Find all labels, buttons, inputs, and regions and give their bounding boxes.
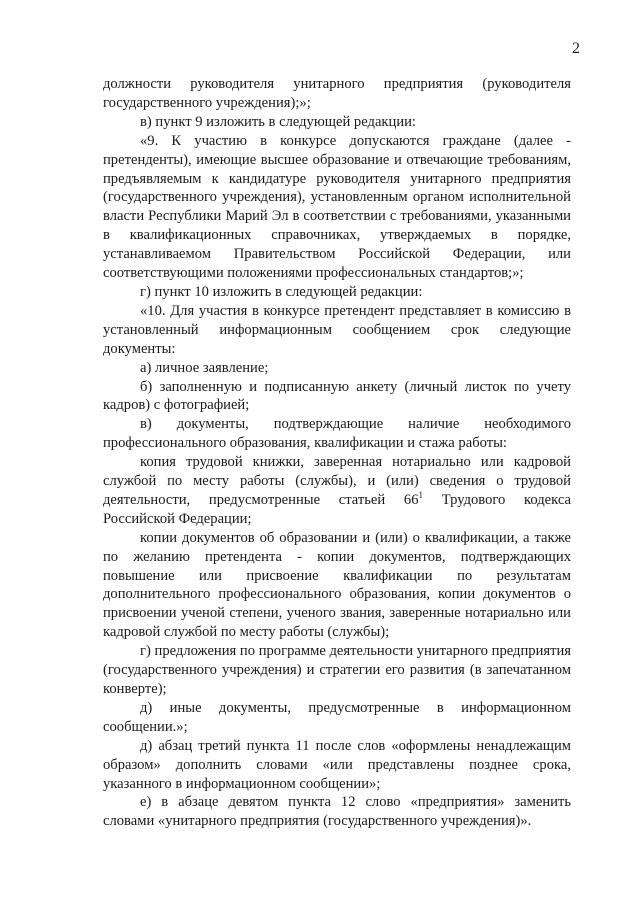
paragraph: «9. К участию в конкурсе допускаются граждане (далее - претенденты), имеющие высшее образование и отвечающие требованиям, предъявляемым к кандидатуре руководителя унитарного предприятия (государственного учреждения), установленным органом исполнительной власти Республики Марий Эл в соответствии с требованиями, указанными в квалификационных справочниках, утверждаемых в порядке, устанавливаемом Правительством Российской Федерации, или соответствующими положениями профессиональных стандартов;»; [103, 132, 571, 282]
document-body [103, 75, 571, 831]
paragraph: в) документы, подтверждающие наличие необходимого профессионального образования, квалификации и стажа работы: [103, 416, 571, 452]
paragraph: б) заполненную и подписанную анкету (личный листок по учету кадров) с фотографией; [103, 378, 571, 414]
paragraph: г) пункт 10 изложить в следующей редакции: [140, 283, 423, 300]
paragraph-text: копия трудовой книжки, заверенная нотариально или кадровой службой по месту работы (службы), и (или) сведения о трудовой деятельности, предусмотренные статьей 66 [103, 454, 571, 508]
paragraph: копии документов об образовании и (или) о квалификации, а также по желанию претендента - копии документов, подтверждающих повышение или присвоение квалификации по результатам дополнительного профессионального образования, копии документов о присвоении ученой степени, ученого звания, заверенные нотариально или кадровой службой по месту работы (службы); [103, 529, 571, 641]
superscript: 1 [418, 489, 424, 500]
paragraph-text: Трудового кодекса Российской Федерации; [103, 491, 571, 527]
paragraph: е) в абзаце девятом пункта 12 слово «предприятия» заменить словами «унитарного предприятия (государственного учреждения)». [103, 794, 571, 830]
paragraph: «10. Для участия в конкурсе претендент представляет в комиссию в установленный информационным сообщением срок следующие документы: [103, 302, 571, 357]
page-number: 2 [572, 40, 580, 57]
paragraph: должности руководителя унитарного предприятия (руководителя государственного учреждения);»; [103, 76, 571, 111]
paragraph: в) пункт 9 изложить в следующей редакции: [140, 113, 416, 130]
paragraph: г) предложения по программе деятельности унитарного предприятия (государственного учреждения) и стратегии его развития (в запечатанном конверте); [103, 643, 571, 697]
paragraph: д) иные документы, предусмотренные в информационном сообщении.»; [103, 699, 571, 735]
paragraph [103, 453, 571, 529]
paragraph: д) абзац третий пункта 11 после слов «оформлены ненадлежащим образом» дополнить словами «или представлены позднее срока, указанного в информационном сообщении»; [103, 737, 571, 792]
paragraph: а) личное заявление; [140, 359, 269, 376]
